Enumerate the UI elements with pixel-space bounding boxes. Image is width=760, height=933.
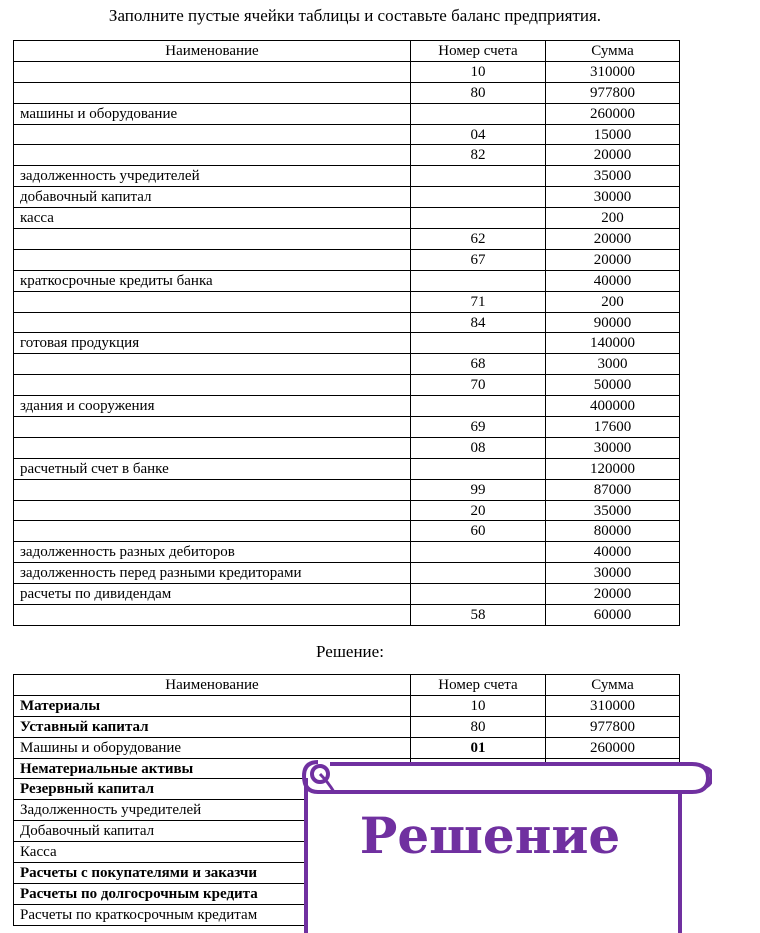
cell-sum: 120000	[546, 458, 680, 479]
task-table-row	[14, 563, 680, 584]
task-table-row	[14, 417, 680, 438]
cell-sum: 310000	[546, 61, 680, 82]
cell-account: 67	[411, 249, 546, 270]
cell-account: 68	[411, 354, 546, 375]
cell-account	[411, 563, 546, 584]
cell-account: 69	[411, 417, 546, 438]
cell-name: задолженность перед разными кредиторами	[14, 563, 411, 584]
cell-account: 04	[411, 124, 546, 145]
cell-account: 58	[411, 605, 546, 626]
task-table-row	[14, 521, 680, 542]
cell-name	[14, 375, 411, 396]
task-table-row	[14, 584, 680, 605]
cell-name: машины и оборудование	[14, 103, 411, 124]
cell-sum: 15000	[546, 124, 680, 145]
cell-account: 10	[411, 695, 546, 716]
cell-sum: 20000	[546, 229, 680, 250]
cell-name: расчеты по дивидендам	[14, 584, 411, 605]
cell-account: 60	[411, 521, 546, 542]
cell-name	[14, 229, 411, 250]
task-table-row	[14, 187, 680, 208]
cell-name	[14, 437, 411, 458]
cell-name: Материалы	[14, 695, 411, 716]
task-table-row	[14, 605, 680, 626]
cell-name	[14, 354, 411, 375]
cell-name	[14, 145, 411, 166]
cell-account	[411, 270, 546, 291]
cell-name: готовая продукция	[14, 333, 411, 354]
task-table-row	[14, 82, 680, 103]
cell-name: Резервный капитал	[14, 779, 411, 800]
task-table	[13, 40, 680, 626]
cell-name: краткосрочные кредиты банка	[14, 270, 411, 291]
cell-name	[14, 82, 411, 103]
cell-sum: 35000	[546, 500, 680, 521]
cell-name: задолженность учредителей	[14, 166, 411, 187]
cell-name: Нематериальные активы	[14, 758, 411, 779]
cell-name	[14, 249, 411, 270]
column-header-name: Наименование	[14, 675, 411, 696]
task-table-row	[14, 166, 680, 187]
cell-name	[14, 124, 411, 145]
task-table-row	[14, 124, 680, 145]
cell-account	[411, 458, 546, 479]
cell-name	[14, 61, 411, 82]
cell-sum: 17600	[546, 417, 680, 438]
cell-name: Расчеты по краткосрочным кредитам	[14, 904, 411, 925]
cell-name: задолженность разных дебиторов	[14, 542, 411, 563]
task-table-row	[14, 354, 680, 375]
cell-account	[411, 396, 546, 417]
cell-name	[14, 605, 411, 626]
cell-sum: 260000	[546, 737, 680, 758]
cell-sum: 20000	[546, 145, 680, 166]
cell-sum: 20000	[546, 249, 680, 270]
solution-table-row	[14, 716, 680, 737]
cell-name	[14, 291, 411, 312]
scroll-banner-title: Решение	[359, 806, 621, 865]
task-table-row	[14, 229, 680, 250]
task-table-row	[14, 312, 680, 333]
cell-account: 08	[411, 437, 546, 458]
cell-account: 01	[411, 737, 546, 758]
cell-name: Касса	[14, 842, 411, 863]
cell-account: 62	[411, 229, 546, 250]
task-table-row	[14, 375, 680, 396]
cell-account	[411, 584, 546, 605]
cell-account: 20	[411, 500, 546, 521]
solution-table-row	[14, 737, 680, 758]
cell-sum: 260000	[546, 103, 680, 124]
task-table-row	[14, 479, 680, 500]
cell-sum: 20000	[546, 584, 680, 605]
cell-sum: 87000	[546, 479, 680, 500]
cell-name: касса	[14, 208, 411, 229]
cell-account: 70	[411, 375, 546, 396]
task-table-row	[14, 103, 680, 124]
cell-sum: 80000	[546, 521, 680, 542]
cell-account	[411, 208, 546, 229]
cell-name	[14, 479, 411, 500]
cell-sum: 30000	[546, 437, 680, 458]
cell-account: 80	[411, 82, 546, 103]
column-header-sum: Сумма	[546, 41, 680, 62]
task-table-row	[14, 500, 680, 521]
solution-heading: Решение:	[316, 642, 384, 661]
cell-account	[411, 103, 546, 124]
task-table-row	[14, 249, 680, 270]
cell-account: 71	[411, 291, 546, 312]
cell-account: 80	[411, 716, 546, 737]
cell-account	[411, 187, 546, 208]
cell-sum: 977800	[546, 82, 680, 103]
column-header-sum: Сумма	[546, 675, 680, 696]
cell-sum: 3000	[546, 354, 680, 375]
cell-account	[411, 333, 546, 354]
cell-name	[14, 521, 411, 542]
cell-name	[14, 500, 411, 521]
task-table-row	[14, 333, 680, 354]
cell-account: 10	[411, 61, 546, 82]
cell-name: Расчеты по долгосрочным кредита	[14, 883, 411, 904]
cell-sum: 30000	[546, 563, 680, 584]
cell-sum: 200	[546, 208, 680, 229]
cell-sum: 30000	[546, 187, 680, 208]
solution-table-row	[14, 695, 680, 716]
task-table-row	[14, 270, 680, 291]
task-table-row	[14, 437, 680, 458]
cell-name: добавочный капитал	[14, 187, 411, 208]
cell-sum: 35000	[546, 166, 680, 187]
task-table-row	[14, 542, 680, 563]
cell-sum: 310000	[546, 695, 680, 716]
column-header-account: Номер счета	[411, 41, 546, 62]
cell-name: Добавочный капитал	[14, 821, 411, 842]
task-table-row	[14, 396, 680, 417]
cell-sum: 400000	[546, 396, 680, 417]
cell-sum: 977800	[546, 716, 680, 737]
column-header-account: Номер счета	[411, 675, 546, 696]
cell-sum: 140000	[546, 333, 680, 354]
task-table-row	[14, 61, 680, 82]
cell-name	[14, 417, 411, 438]
cell-account: 84	[411, 312, 546, 333]
cell-sum: 40000	[546, 542, 680, 563]
cell-sum: 50000	[546, 375, 680, 396]
cell-name: Расчеты с покупателями и заказчи	[14, 863, 411, 884]
cell-sum: 90000	[546, 312, 680, 333]
task-heading: Заполните пустые ячейки таблицы и составьте баланс предприятия.	[108, 6, 602, 25]
column-header-name: Наименование	[14, 41, 411, 62]
cell-name: Уставный капитал	[14, 716, 411, 737]
cell-name: расчетный счет в банке	[14, 458, 411, 479]
cell-name: здания и сооружения	[14, 396, 411, 417]
solution-table-header	[14, 675, 680, 696]
cell-account: 82	[411, 145, 546, 166]
cell-sum: 40000	[546, 270, 680, 291]
task-table-row	[14, 291, 680, 312]
cell-name	[14, 312, 411, 333]
task-table-row	[14, 458, 680, 479]
cell-account: 99	[411, 479, 546, 500]
task-table-header	[14, 41, 680, 62]
cell-account	[411, 166, 546, 187]
cell-sum: 60000	[546, 605, 680, 626]
solution-scroll-banner[interactable]	[300, 758, 712, 933]
task-table-row	[14, 145, 680, 166]
cell-name: Машины и оборудование	[14, 737, 411, 758]
cell-account	[411, 542, 546, 563]
task-table-row	[14, 208, 680, 229]
cell-name: Задолженность учредителей	[14, 800, 411, 821]
cell-sum: 200	[546, 291, 680, 312]
